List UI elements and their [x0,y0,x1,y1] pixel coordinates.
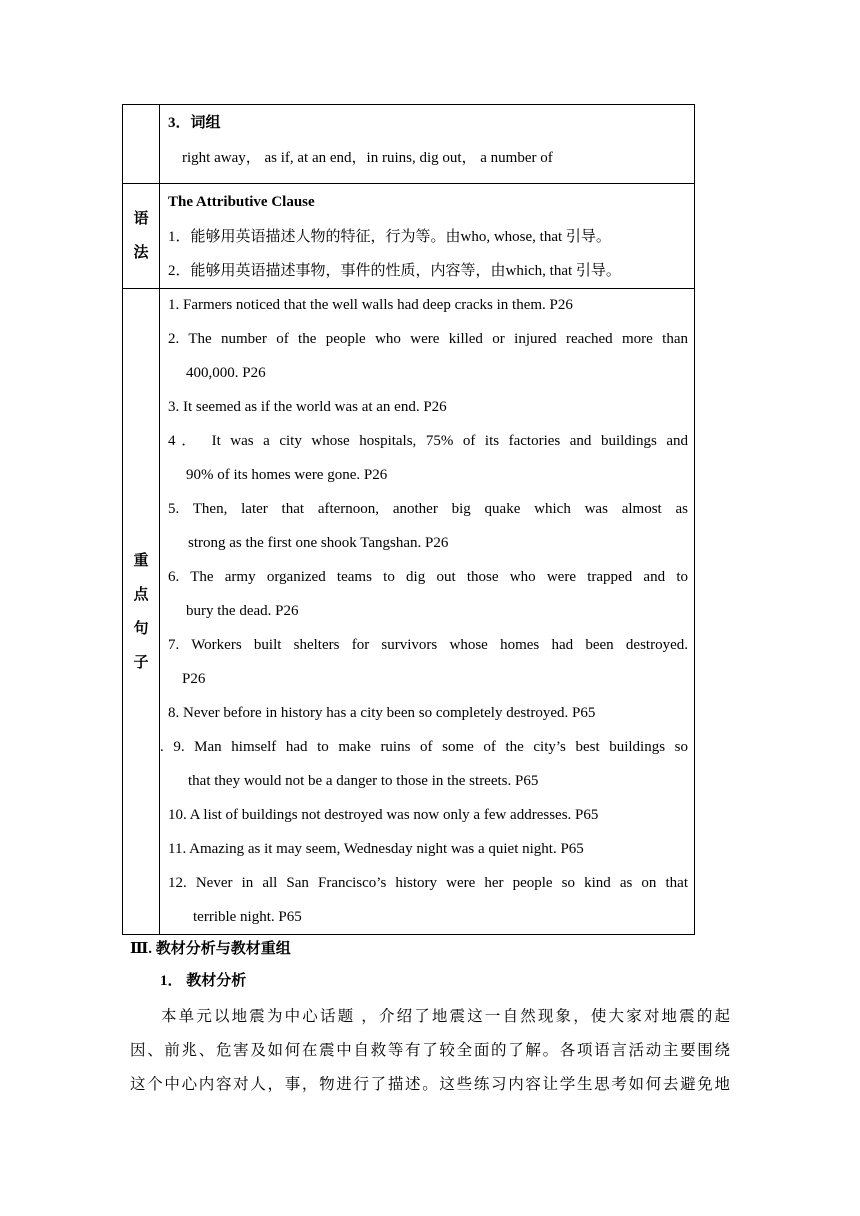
phrases-content: right away， as if, at an end，in ruins, dig out， a number of [182,150,553,166]
lesson-table [122,104,695,935]
sentence-line: bury the dead. P26 [186,603,299,619]
grammar-line: 2．能够用英语描述事物，事件的性质，内容等，由which, that 引导。 [168,263,621,279]
sentence-line: 10. A list of buildings not destroyed was now only a few addresses. P65 [168,807,599,823]
paragraph-line: 本单元以地震为中心话题 ，介绍了地震这一自然现象，使大家对地震的起 [161,1008,730,1025]
grammar-label-cell [123,184,160,289]
paragraph-line: 因、前兆、危害及如何在震中自救等有了较全面的了解。各项语言活动主要围绕 [130,1042,730,1059]
sentence-line: P26 [182,671,206,687]
sentence-line: 6. The army organized teams to dig out those who were trapped and to [168,569,688,585]
sentence-line: 3. It seemed as if the world was at an end. P26 [168,399,447,415]
section-subheading: 1． 教材分析 [160,973,247,989]
key-sentences-label-char: 句 [133,620,149,637]
sentence-line: 90% of its homes were gone. P26 [186,467,388,483]
sentence-line: 4． It was a city whose hospitals, 75% of its factories and buildings and [168,433,688,449]
analysis-paragraph [130,1000,730,1102]
key-sentences-label-char: 重 [133,552,149,569]
key-sentences-content-cell [160,289,695,935]
key-sentences-label-char: 点 [133,586,149,603]
sentence-line: that they would not be a danger to those in the streets. P65 [188,773,539,789]
sentence-line: 12. Never in all San Francisco’s history were her people so kind as on that [168,875,688,891]
grammar-label-char: 法 [133,245,149,261]
key-sentences-row [123,289,695,935]
grammar-line: 1．能够用英语描述人物的特征，行为等。由who, whose, that 引导。 [168,229,611,245]
sentence-line: 5. Then, later that afternoon, another big quake which was almost as [168,501,688,517]
sentence-line: 11. Amazing as it may seem, Wednesday night was a quiet night. P65 [168,841,584,857]
sentence-line: 2. The number of the people who were killed or injured reached more than [168,331,688,347]
sentence-line: 8. Never before in history has a city been so completely destroyed. P65 [168,705,596,721]
phrases-content-cell [160,105,695,184]
key-sentences-label-cell [123,289,160,935]
sentence-line: . 9. Man himself had to make ruins of some of the city’s best buildings so [160,739,688,755]
sentence-line: 1. Farmers noticed that the well walls had deep cracks in them. P26 [168,297,573,313]
grammar-title: The Attributive Clause [168,194,315,210]
phrases-row [123,105,695,184]
section-heading: Ⅲ. 教材分析与教材重组 [130,941,291,957]
sentence-line: 400,000. P26 [186,365,266,381]
sentence-line: 7. Workers built shelters for survivors whose homes had been destroyed. [168,637,688,653]
phrases-label-cell [123,105,160,184]
grammar-content-cell [160,184,695,289]
sentence-line: terrible night. P65 [193,909,302,925]
paragraph-line: 这个中心内容对人，事，物进行了描述。这些练习内容让学生思考如何去避免地 [130,1076,730,1093]
grammar-label-char: 语 [133,211,149,227]
grammar-row [123,184,695,289]
key-sentences-label-char: 子 [133,654,149,671]
phrases-heading: 3．词组 [168,115,221,131]
sentence-line: strong as the first one shook Tangshan. P26 [188,535,449,551]
